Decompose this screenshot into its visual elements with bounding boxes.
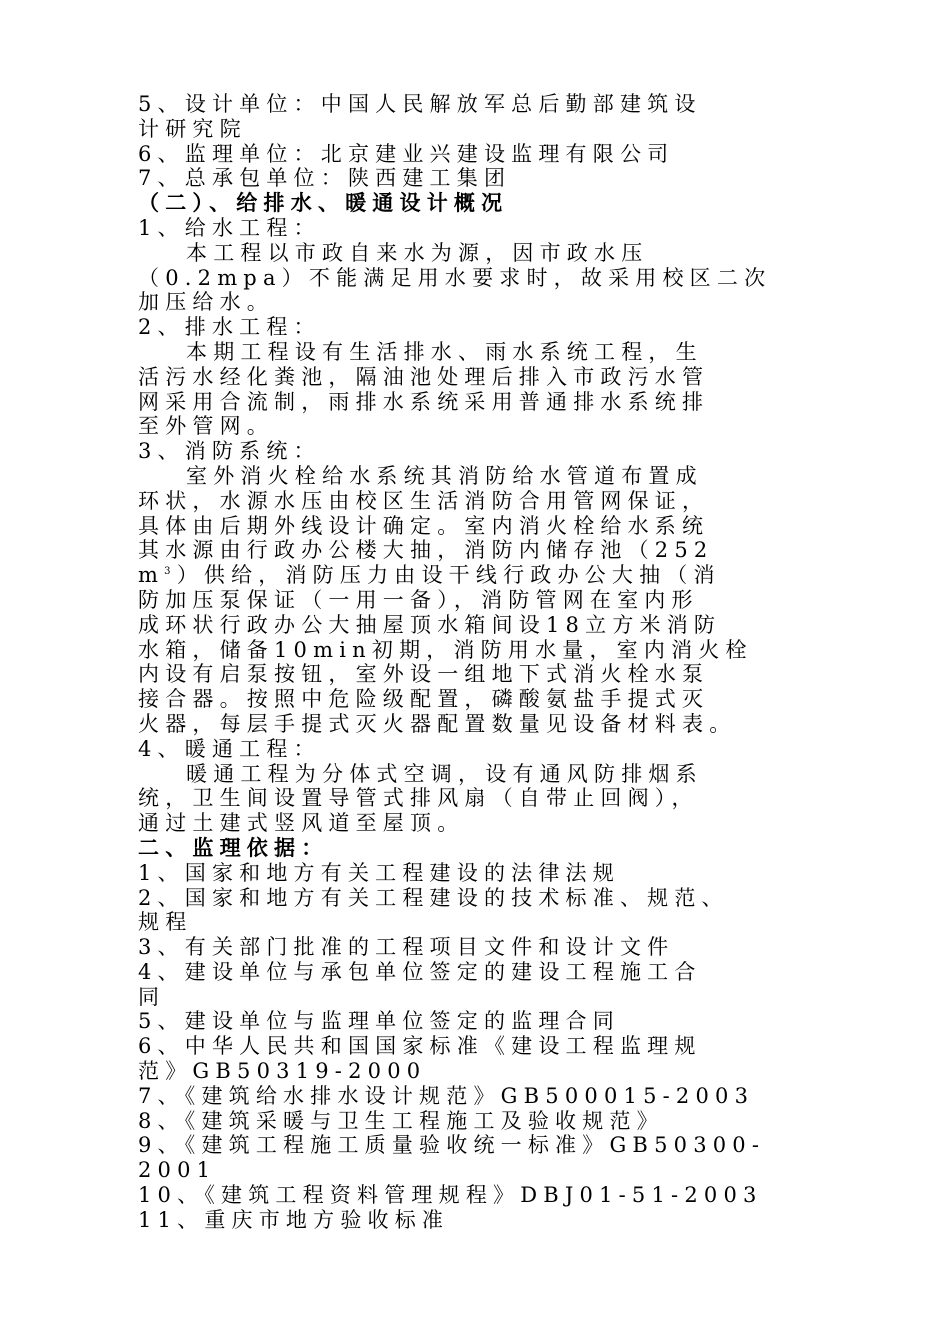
text-line: 室外消火栓给水系统其消防给水管道布置成 xyxy=(186,463,703,488)
text-line: 本工程以市政自来水为源，因市政水压 xyxy=(186,240,649,265)
text-line: 1、给水工程： xyxy=(138,215,321,240)
text-line: 具体由后期外线设计确定。室内消火栓给水系统 xyxy=(138,513,710,538)
text-line: 10、《建筑工程资料管理规程》DBJ01-51-2003 xyxy=(138,1183,763,1208)
text-line: 5、建设单位与监理单位签定的监理合同 xyxy=(138,1009,620,1034)
section-heading: （二）、给排水、暖通设计概况 xyxy=(138,190,509,216)
text-line: 6、中华人民共和国国家标准《建设工程监理规 xyxy=(138,1034,702,1059)
text-line: 成环状行政办公大抽屋顶水箱间设18立方米消防 xyxy=(138,612,722,637)
text-line: 活污水经化粪池，隔油池处理后排入市政污水管 xyxy=(138,364,710,389)
text-line: 至外管网。 xyxy=(138,414,274,439)
text-line: 防加压泵保证（一用一备），消防管网在室内形 xyxy=(138,587,699,612)
text-line: 火器，每层手提式灭火器配置数量见设备材料表。 xyxy=(138,711,737,736)
text-line: 内设有启泵按钮，室外设一组地下式消火栓水泵 xyxy=(138,662,710,687)
text-line: 同 xyxy=(138,984,166,1009)
text-line: 环状，水源水压由校区生活消防合用管网保证， xyxy=(138,488,710,513)
text-line: 加压给水。 xyxy=(138,290,274,315)
text-line: 2、国家和地方有关工程建设的技术标准、规范、 xyxy=(138,885,729,910)
text-line: 1、国家和地方有关工程建设的法律法规 xyxy=(138,860,620,885)
text-line: 11、重庆市地方验收标准 xyxy=(138,1207,450,1232)
text-line: 统，卫生间设置导管式排风扇（自带止回阀）， xyxy=(138,786,699,811)
text-line: 7、总承包单位：陕西建工集团 xyxy=(138,166,512,191)
text-line: 通过土建式竖风道至屋顶。 xyxy=(138,811,465,836)
text-line: 2001 xyxy=(138,1158,217,1183)
text-line: 7、《建筑给水排水设计规范》GB500015-2003 xyxy=(138,1083,755,1108)
text-line: 5、设计单位：中国人民解放军总后勤部建筑设 xyxy=(138,92,702,116)
text-line: 4、暖通工程： xyxy=(138,736,321,761)
text-line: （0.2mpa）不能满足用水要求时，故采用校区二次 xyxy=(138,265,772,290)
text-line-rest: ）供给，消防压力由设干线行政办公大抽（消 xyxy=(176,563,721,588)
text-line: 本期工程设有生活排水、雨水系统工程，生 xyxy=(186,339,703,364)
text-line: 4、建设单位与承包单位签定的建设工程施工合 xyxy=(138,959,702,984)
section-heading: 二、监理依据： xyxy=(138,834,329,860)
text-line: 3、消防系统： xyxy=(138,439,321,464)
unit-m: m xyxy=(138,563,165,588)
text-line: 接合器。按照中危险级配置，磷酸氨盐手提式灭 xyxy=(138,687,710,712)
superscript-3: 3 xyxy=(164,566,177,578)
text-line: 3、有关部门批准的工程项目文件和设计文件 xyxy=(138,935,675,960)
text-line: 规程 xyxy=(138,910,193,935)
document-page xyxy=(138,92,858,1233)
text-line: 8、《建筑采暖与卫生工程施工及验收规范》 xyxy=(138,1108,664,1133)
text-line: 其水源由行政办公楼大抽，消防内储存池（252 xyxy=(138,538,714,563)
text-line: 2、排水工程： xyxy=(138,315,321,340)
text-line: 暖通工程为分体式空调，设有通风防排烟系 xyxy=(186,761,703,786)
text-line-with-superscript xyxy=(138,563,858,588)
text-line: 9、《建筑工程施工质量验收统一标准》GB50300- xyxy=(138,1133,766,1158)
text-line: 6、监理单位：北京建业兴建设监理有限公司 xyxy=(138,141,675,166)
text-line: 网采用合流制，雨排水系统采用普通排水系统排 xyxy=(138,389,710,414)
text-line: 计研究院 xyxy=(138,116,247,141)
text-line: 水箱，储备10min初期，消防用水量，室内消火栓 xyxy=(138,637,753,662)
text-line: 范》GB50319-2000 xyxy=(138,1059,427,1084)
